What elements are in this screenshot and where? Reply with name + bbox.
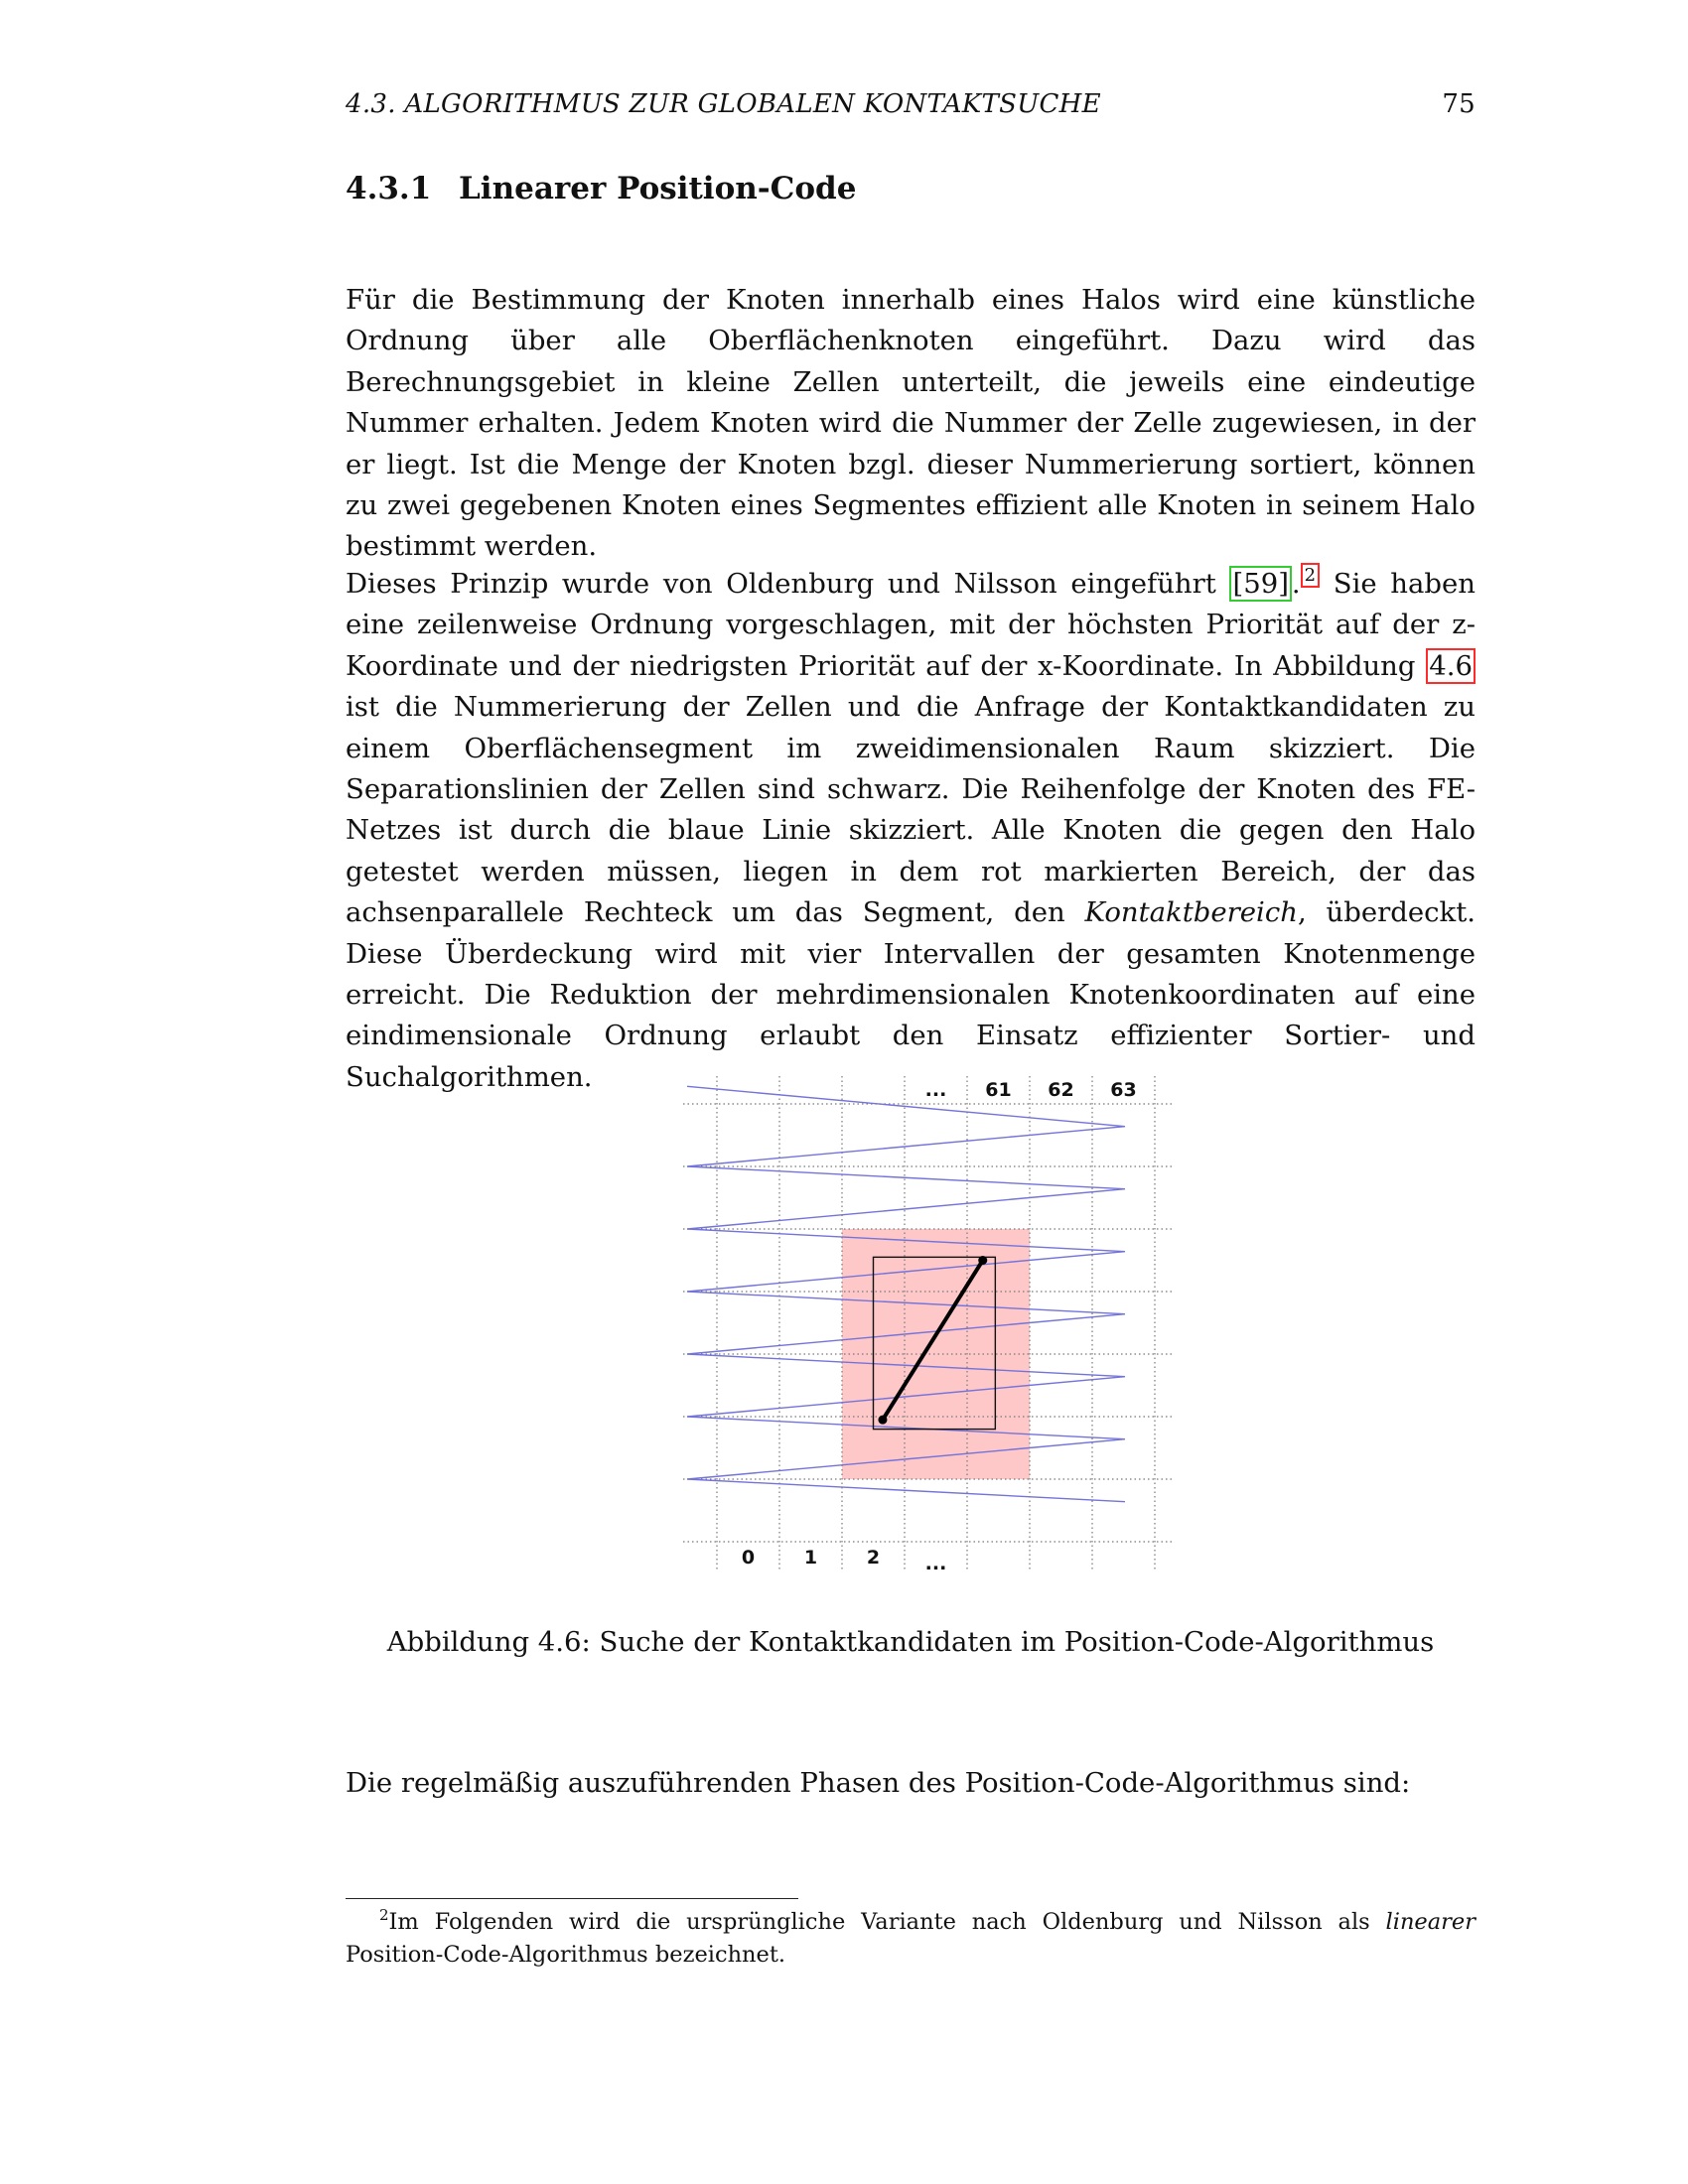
figure-caption: Abbildung 4.6: Suche der Kontaktkandidaten im Position-Code-Algorithmus	[386, 1626, 1435, 1658]
footnote-link[interactable]: 2	[1301, 563, 1320, 588]
running-header	[346, 87, 1476, 121]
figure-reference-link[interactable]: 4.6	[1426, 648, 1476, 684]
segment-node-start	[878, 1416, 887, 1425]
bottom-row-cell-label: 2	[866, 1547, 881, 1569]
paragraph-2-text-d: ist die Nummerierung der Zellen und die Anfrage der Kontaktkandidaten zu einem Oberflächensegment im zweidimensionalen Raum skizziert. Die Separationslinien der Zellen sind schwarz. Die Reihenfolge der Knoten des FE-Netzes ist durch die blaue Linie skizziert. Alle Knoten die gegen den Halo getestet werden müssen, liegen in dem rot markierten Bereich, der das achsenparallele Rechteck um das Segment, den	[346, 691, 1476, 929]
page-number: 75	[1442, 89, 1476, 119]
paragraph-2-text-c: Sie haben eine zeilenweise Ordnung vorgeschlagen, mit der höchsten Priorität auf der z-Koordinate und der niedrigsten Priorität auf der x-Koordinate. In Abbildung	[346, 568, 1477, 682]
footnote-separator	[346, 1898, 798, 1899]
bottom-row-cell-label: 0	[741, 1547, 756, 1569]
figure-4-6	[655, 1070, 1172, 1586]
top-row-cell-label: 62	[1048, 1079, 1074, 1101]
paragraph-2-text-a: Dieses Prinzip wurde von Oldenburg und Nilsson eingeführt	[346, 568, 1230, 600]
section-number: 4.3.1	[346, 171, 432, 206]
paragraph-2	[346, 564, 1476, 1098]
section-title: Linearer Position-Code	[459, 171, 857, 206]
section-heading	[346, 169, 856, 208]
segment-node-end	[978, 1256, 987, 1265]
top-row-cell-label: 63	[1110, 1079, 1137, 1101]
bottom-row-cell-label: 1	[803, 1547, 818, 1569]
paragraph-1: Für die Bestimmung der Knoten innerhalb eines Halos wird eine künstliche Ordnung über alle Oberflächenknoten eingeführt. Dazu wird das Berechnungsgebiet in kleine Zellen unterteilt, die jeweils eine eindeutige Nummer erhalten. Jedem Knoten wird die Nummer der Zelle zugewiesen, in der er liegt. Ist die Menge der Knoten bzgl. dieser Nummerierung sortiert, können zu zwei gegebenen Knoten eines Segmentes effizient alle Knoten in seinem Halo bestimmt werden.	[346, 284, 1476, 563]
top-row-cell-label: 61	[985, 1079, 1012, 1101]
paragraph-3: Die regelmäßig auszuführenden Phasen des Position-Code-Algorithmus sind:	[346, 1767, 1411, 1799]
top-row-cell-label: ...	[924, 1079, 947, 1101]
paragraph-2-emphasis: Kontaktbereich	[1084, 896, 1298, 929]
footnote-mark: 2	[379, 1906, 389, 1924]
footnote-text-b: Position-Code-Algorithmus bezeichnet.	[346, 1942, 786, 1968]
position-code-diagram	[655, 1070, 1172, 1586]
running-header-title: 4.3. ALGORITHMUS ZUR GLOBALEN KONTAKTSUCHE	[346, 89, 1101, 119]
bottom-row-cell-label: ...	[924, 1553, 947, 1574]
paragraph-2-text-e: , überdeckt. Diese Überdeckung wird mit vier Intervallen der gesamten Knotenmenge erreicht. Die Reduktion der mehrdimensionalen Knotenkoordinaten auf eine eindimensionale Ordnung erlaubt den Einsatz effizienter Sortier- und Suchalgorithmen.	[346, 896, 1476, 1093]
footnote	[346, 1906, 1476, 1972]
citation-link[interactable]: [59]	[1229, 566, 1291, 602]
footnote-emphasis: linearer	[1385, 1909, 1476, 1935]
paragraph-2-text-b: .	[1291, 568, 1301, 600]
footnote-text-a: Im Folgenden wird die ursprüngliche Variante nach Oldenburg und Nilsson als	[388, 1909, 1386, 1935]
